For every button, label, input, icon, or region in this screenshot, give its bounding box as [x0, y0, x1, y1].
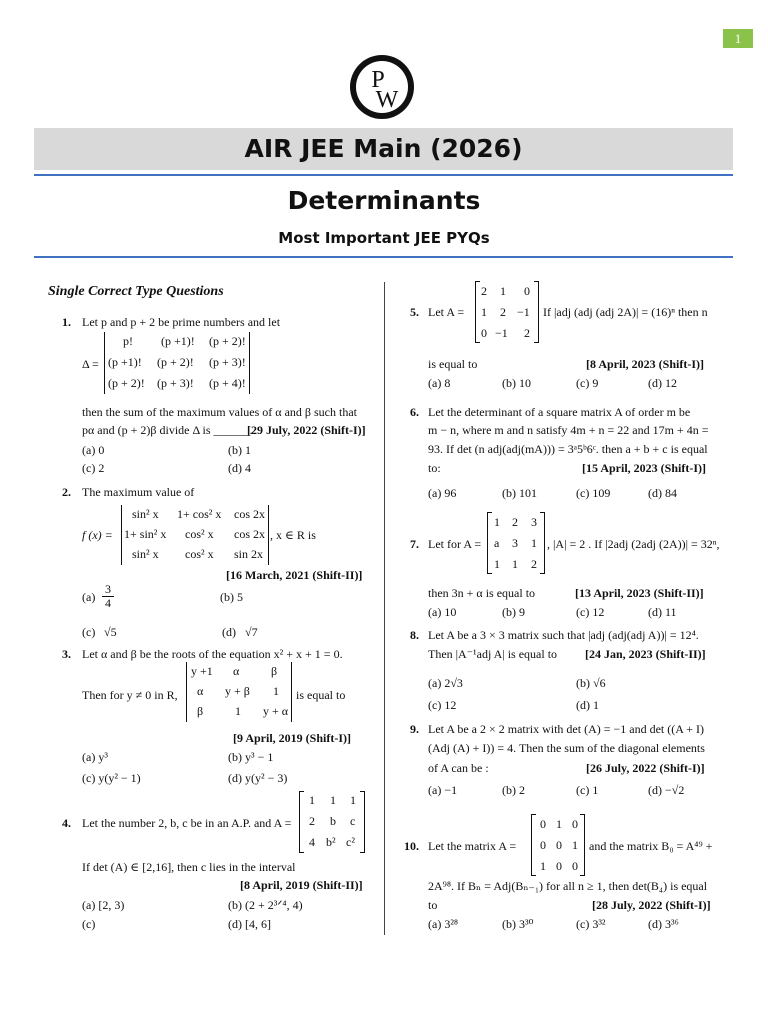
question-text: to: — [428, 461, 441, 475]
source-reference: [24 Jan, 2023 (Shift-II)] — [585, 647, 706, 661]
option-a: (a) −1 — [428, 783, 458, 797]
question-text: , x ∈ R is — [270, 528, 316, 542]
option-b: (b) 1 — [228, 443, 251, 457]
question-number: 4. — [62, 816, 71, 830]
source-reference: [28 July, 2022 (Shift-I)] — [592, 898, 711, 912]
question-stem: Let the matrix A = — [428, 839, 517, 853]
determinant: p! (p +1)! (p + 2)! (p +1)! (p + 2)! (p + 3)! (p + 2)! (p + 3)! (p + 4)! — [104, 332, 250, 394]
option-b: (b) √6 — [576, 676, 606, 690]
option-a: (a) 96 — [428, 486, 457, 500]
question-text: to — [428, 898, 438, 912]
delta-label: Δ = — [82, 357, 99, 371]
option-d: (d) 3³⁶ — [648, 917, 679, 931]
question-text: If det (A) ∈ [2,16], then c lies in the interval — [82, 860, 296, 874]
question-text: and the matrix B₀ = A⁴⁹ + — [589, 839, 713, 853]
option-c: (c) 12 — [428, 698, 457, 712]
matrix: 1 2 3 a 3 1 1 1 2 — [487, 512, 545, 574]
question-text: 93. If det (n adj(adj(mA))) = 3ᵃ5ᵇ6ᶜ. then a + b + c is equal — [428, 442, 708, 456]
svg-text:P: P — [371, 67, 385, 93]
option-a: (a) 3²⁸ — [428, 917, 459, 931]
option-b: (b) y³ − 1 — [228, 750, 274, 764]
option-d: (d) 11 — [648, 605, 677, 619]
question-stem: Let α and β be the roots of the equation x² + x + 1 = 0. — [82, 647, 343, 661]
pw-logo — [349, 54, 415, 120]
option-b: (b) 2 — [502, 783, 525, 797]
question-text: then 3n + α is equal to — [428, 586, 536, 600]
question-text: is equal to — [428, 357, 478, 371]
page-title: AIR JEE Main (2026) — [244, 134, 523, 163]
question-text: 2A⁹⁸. If Bₙ = Adj(Bₙ₋₁) for all n ≥ 1, then det(B₄) is equal — [428, 879, 708, 893]
option-d-value: √7 — [245, 625, 258, 639]
question-stem: The maximum value of — [82, 485, 195, 499]
question-text: Let A be a 2 × 2 matrix with det (A) = −1 and det ((A + I) — [428, 722, 705, 736]
svg-text:W: W — [375, 87, 399, 113]
subject-heading: Determinants — [287, 186, 481, 215]
question-text: Let the determinant of a square matrix A of order m be — [428, 405, 691, 419]
matrix: 2 1 0 1 2 −1 0 −1 2 — [475, 281, 539, 343]
column-divider — [384, 282, 385, 935]
option-a: (a) 8 — [428, 376, 451, 390]
question-text: Let A be a 3 × 3 matrix such that |adj (adj(adj A))| = 12⁴. — [428, 628, 699, 642]
option-a: (a) 0 — [82, 443, 105, 457]
question-number: 7. — [410, 537, 419, 551]
source-reference: [8 April, 2019 (Shift-II)] — [240, 878, 363, 892]
option-c: (c) 9 — [576, 376, 599, 390]
question-text: Then for y ≠ 0 in R, — [82, 688, 178, 702]
question-number: 2. — [62, 485, 71, 499]
question-text: of A can be : — [428, 761, 489, 775]
question-stem: Let the number 2, b, c be in an A.P. and A = — [82, 816, 292, 830]
option-c: (c) 2 — [82, 461, 105, 475]
source-reference: [29 July, 2022 (Shift-I)] — [247, 423, 366, 437]
option-b: (b) 3³⁰ — [502, 917, 534, 931]
option-a: (a) y³ — [82, 750, 108, 764]
option-d: (d) 12 — [648, 376, 677, 390]
question-number: 1. — [62, 315, 71, 329]
option-c: (c) y(y² − 1) — [82, 771, 141, 785]
option-c-label: (c) — [82, 625, 96, 639]
option-b: (b) 101 — [502, 486, 537, 500]
option-d: (d) −√2 — [648, 783, 685, 797]
matrix: 0 1 0 0 0 1 1 0 0 — [531, 814, 585, 876]
question-text: is equal to — [296, 688, 346, 702]
option-d: (d) 1 — [576, 698, 599, 712]
option-a: (a) [2, 3) — [82, 898, 125, 912]
determinant: sin² x 1+ cos² x cos 2x 1+ sin² x cos² x cos 2x sin² x cos² x sin 2x — [121, 505, 269, 565]
option-b: (b) 10 — [502, 376, 531, 390]
option-c-value: √5 — [104, 625, 117, 639]
question-stem: Let A = — [428, 305, 465, 319]
question-number: 8. — [410, 628, 419, 642]
option-b: (b) 5 — [220, 590, 243, 604]
function-label: f (x) = — [82, 528, 113, 542]
question-text: Then |A⁻¹adj A| is equal to — [428, 647, 558, 661]
option-d: (d) 84 — [648, 486, 677, 500]
question-text: If |adj (adj (adj 2A)| = (16)ⁿ then n — [543, 305, 708, 319]
option-d-label: (d) — [222, 625, 236, 639]
question-text: , |A| = 2 . If |2adj (2adj (2A))| = 32ⁿ, — [547, 537, 720, 551]
option-a: (a) 10 — [428, 605, 457, 619]
question-text: then the sum of the maximum values of α and β such that — [82, 405, 358, 419]
question-stem: Let p and p + 2 be prime numbers and let — [82, 315, 281, 329]
question-number: 5. — [410, 305, 419, 319]
option-b: (b) 9 — [502, 605, 525, 619]
question-text: (Adj (A) + I)) = 4. Then the sum of the diagonal elements — [428, 741, 705, 755]
option-d: (d) [4, 6] — [228, 917, 271, 931]
determinant: y +1 α β α y + β 1 β 1 y + α — [186, 662, 292, 722]
source-reference: [8 April, 2023 (Shift-I)] — [586, 357, 704, 371]
source-reference: [26 July, 2022 (Shift-I)] — [586, 761, 705, 775]
option-a: (a) 2√3 — [428, 676, 463, 690]
option-a-fraction: $\frac{3}{4}$ — [102, 583, 114, 610]
question-number: 9. — [410, 722, 419, 736]
question-text: pα and (p + 2)β divide Δ is ______. — [82, 423, 253, 437]
question-number: 10. — [404, 839, 419, 853]
source-reference: [13 April, 2023 (Shift-II)] — [575, 586, 704, 600]
option-c: (c) 12 — [576, 605, 605, 619]
option-a-label: (a) — [82, 590, 96, 604]
matrix: 1 1 1 2 b c 4 b² c² — [299, 791, 365, 853]
option-b: (b) (2 + 2³ᐟ⁴, 4) — [228, 898, 303, 912]
source-reference: [16 March, 2021 (Shift-II)] — [226, 568, 363, 582]
divider — [34, 174, 733, 176]
divider — [34, 256, 733, 258]
option-c: (c) 3³² — [576, 917, 606, 931]
question-stem: Let for A = — [428, 537, 482, 551]
section-heading: Single Correct Type Questions — [48, 284, 224, 299]
source-reference: [15 April, 2023 (Shift-I)] — [582, 461, 706, 475]
option-d: (d) 4 — [228, 461, 251, 475]
option-c: (c) — [82, 917, 96, 931]
question-number: 3. — [62, 647, 71, 661]
question-number: 6. — [410, 405, 419, 419]
option-c: (c) 109 — [576, 486, 611, 500]
question-text: m − n, where m and n satisfy 4m + n = 22 and 17m + 4n = — [428, 423, 709, 437]
option-c: (c) 1 — [576, 783, 599, 797]
subtitle: Most Important JEE PYQs — [278, 229, 490, 247]
page-number-badge: 1 — [723, 29, 753, 48]
option-d: (d) y(y² − 3) — [228, 771, 288, 785]
source-reference: [9 April, 2019 (Shift-I)] — [233, 731, 351, 745]
